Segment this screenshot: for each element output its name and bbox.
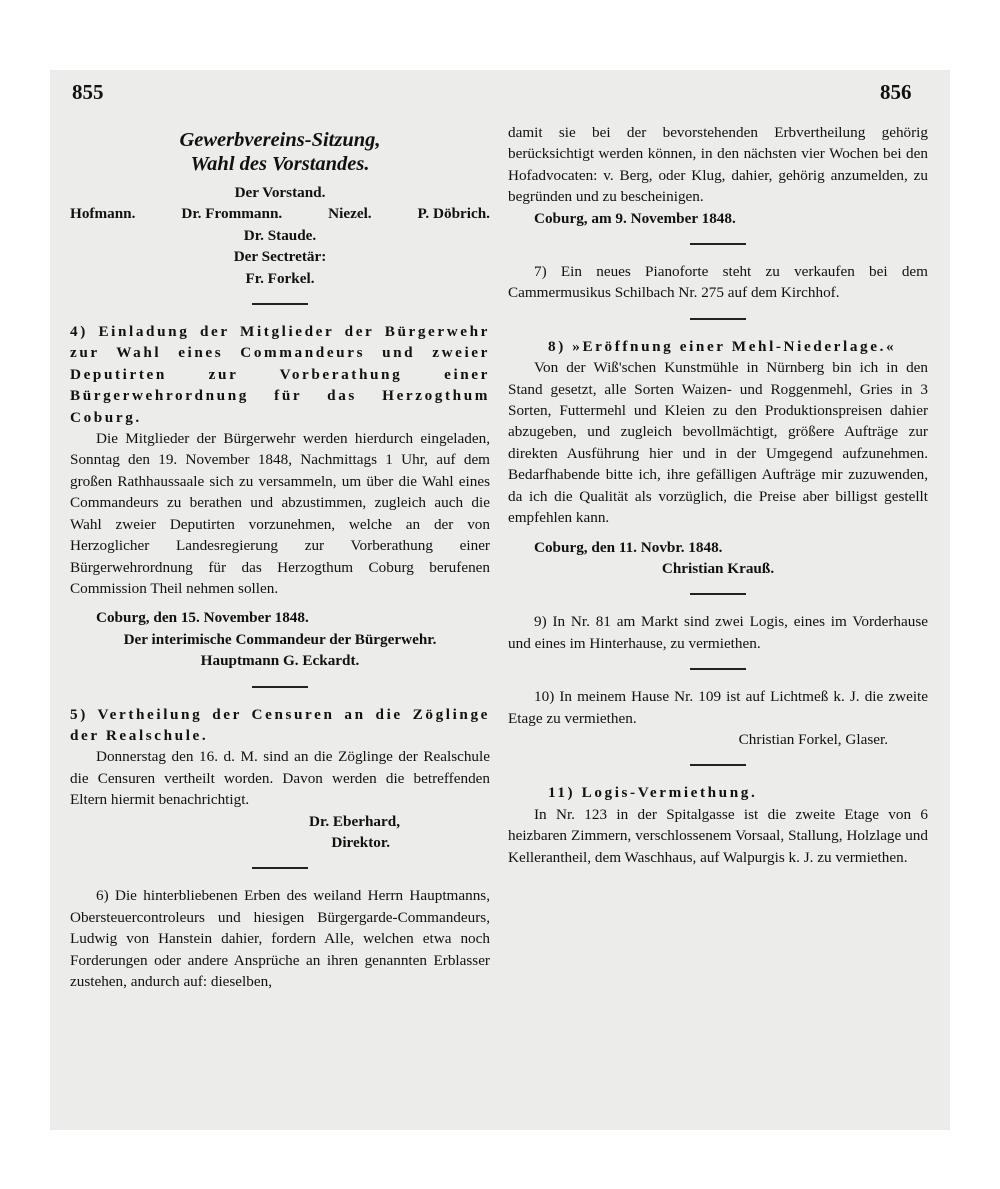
notice-11-heading: 11) Logis-Vermiethung. [548,784,758,802]
left-column [70,122,490,992]
notice-4-body: Die Mitglieder der Bürgerwehr werden hierdurch eingeladen, Sonntag den 19. November 1848, Nachmittags 1 Uhr, auf dem großen Rathhaussaale sich zu versammeln, um über die Wahl eines Commandeurs zu berathen und abzustimmen, zugleich auch die Wahl zweier Deputirten vorzunehmen, welche an der von Herzoglicher Landesregierung zur Vorberathung einer Bürgerwehrordnung für das Herzogthum Coburg berufenen Commission Theil nehmen sollen. [70,430,490,597]
board-name: Hofmann. [70,205,136,223]
board-name-last: Dr. Staude. [243,226,317,244]
board-heading: Der Vorstand. [234,184,326,201]
notice-6-continuation: damit sie bei der bevorstehenden Erbvertheilung gehörig berücksichtigt werden können, in den nächsten vier Wochen bei den Hofadvocaten: v. Berg, oder Klug, dahier, gehörig anzumelden, zu begründen und zu bescheinigen. [508,124,928,206]
notice-11-body: In Nr. 123 in der Spitalgasse ist die zweite Etage von 6 heizbaren Zimmern, verschlossenem Vorsaal, Stallung, Holzlage und Kellerantheil, dem Waschhaus, auf Walpurgis k. J. zu vermiethen. [508,805,928,866]
notice-8-date: Coburg, den 11. Novbr. 1848. [534,538,723,556]
notice-4-signature-title: Der interimische Commandeur der Bürgerwehr. [123,630,437,648]
notice-8-heading: 8) »Eröffnung einer Mehl-Niederlage.« [548,337,897,355]
notice-5-heading: 5) Vertheilung der Censuren an die Zöglinge der Realschule. [70,705,490,744]
separator [690,764,746,766]
notice-5-body: Donnerstag den 16. d. M. sind an die Zöglinge der Realschule die Censuren vertheilt worden. Davon werden die betreffenden Eltern hiermit benachrichtigt. [70,748,490,809]
board-names [70,203,490,224]
separator [690,243,746,245]
separator [690,318,746,320]
notice-4-date: Coburg, den 15. November 1848. [96,609,309,627]
title-line-1: Gewerbvereins-Sitzung, [179,129,381,151]
notice-4-signature-name: Hauptmann G. Eckardt. [200,652,360,670]
notice-7-body: 7) Ein neues Pianoforte steht zu verkaufen bei dem Cammermusikus Schilbach Nr. 275 auf dem Kirchhof. [508,263,928,302]
notice-8-signature: Christian Krauß. [661,559,775,577]
title-line-2: Wahl des Vorstandes. [190,153,370,175]
notice-5-signature-name: Dr. Eberhard, [309,812,400,830]
page-number-right: 856 [880,80,912,104]
notice-4-heading: 4) Einladung der Mitglieder der Bürgerwehr zur Wahl eines Commandeurs und zweier Deputirten zur Vorberathung einer Bürgerwehrordnung für das Herzogthum Coburg. [70,323,490,426]
notice-5-signature-title: Direktor. [331,833,390,851]
section-title [70,128,490,176]
board-name: Niezel. [328,205,372,223]
separator [252,303,308,305]
separator [690,668,746,670]
secretary-name: Fr. Forkel. [245,269,315,287]
notice-10-signature: Christian Forkel, Glaser. [738,730,888,748]
board-name: P. Döbrich. [417,205,490,223]
notice-10-body: 10) In meinem Hause Nr. 109 ist auf Lichtmeß k. J. die zweite Etage zu vermiethen. [508,688,928,727]
right-column [508,122,928,868]
notice-9-body: 9) In Nr. 81 am Markt sind zwei Logis, eines im Vorderhause und eines im Hinterhause, zu vermiethen. [508,613,928,652]
separator [252,867,308,869]
notice-8-body: Von der Wiß'schen Kunstmühle in Nürnberg bin ich in den Stand gesetzt, alle Sorten Waizen- und Roggenmehl, Gries in 3 Sorten, Futtermehl und Kleien zu den Produktionspreisen dahier abzugeben, und zugleich bevollmächtigt, größere Aufträge zur direkten Ausführung hier und in der Umgegend aufzunehmen. Bedarfhabende bitte ich, ihre gefälligen Aufträge mir zuzuwenden, da ich die Qualität als vorzüglich, die Preise aber billigst gestellt empfehlen kann. [508,359,928,527]
notice-6-body: 6) Die hinterbliebenen Erben des weiland Herrn Hauptmanns, Obersteuercontroleurs und hiesigen Bürgergarde-Commandeurs, Ludwig von Hanstein dahier, fordern Alle, welchen etwa noch Forderungen oder andere Ansprüche an ihren genannten Erblasser zustehen, andurch auf: dieselben, [70,887,490,990]
separator [690,593,746,595]
board-name: Dr. Frommann. [181,205,283,223]
separator [252,686,308,688]
notice-6-date: Coburg, am 9. November 1848. [534,209,736,227]
secretary-label: Der Sectretär: [233,248,327,266]
page-number-left: 855 [72,80,104,104]
